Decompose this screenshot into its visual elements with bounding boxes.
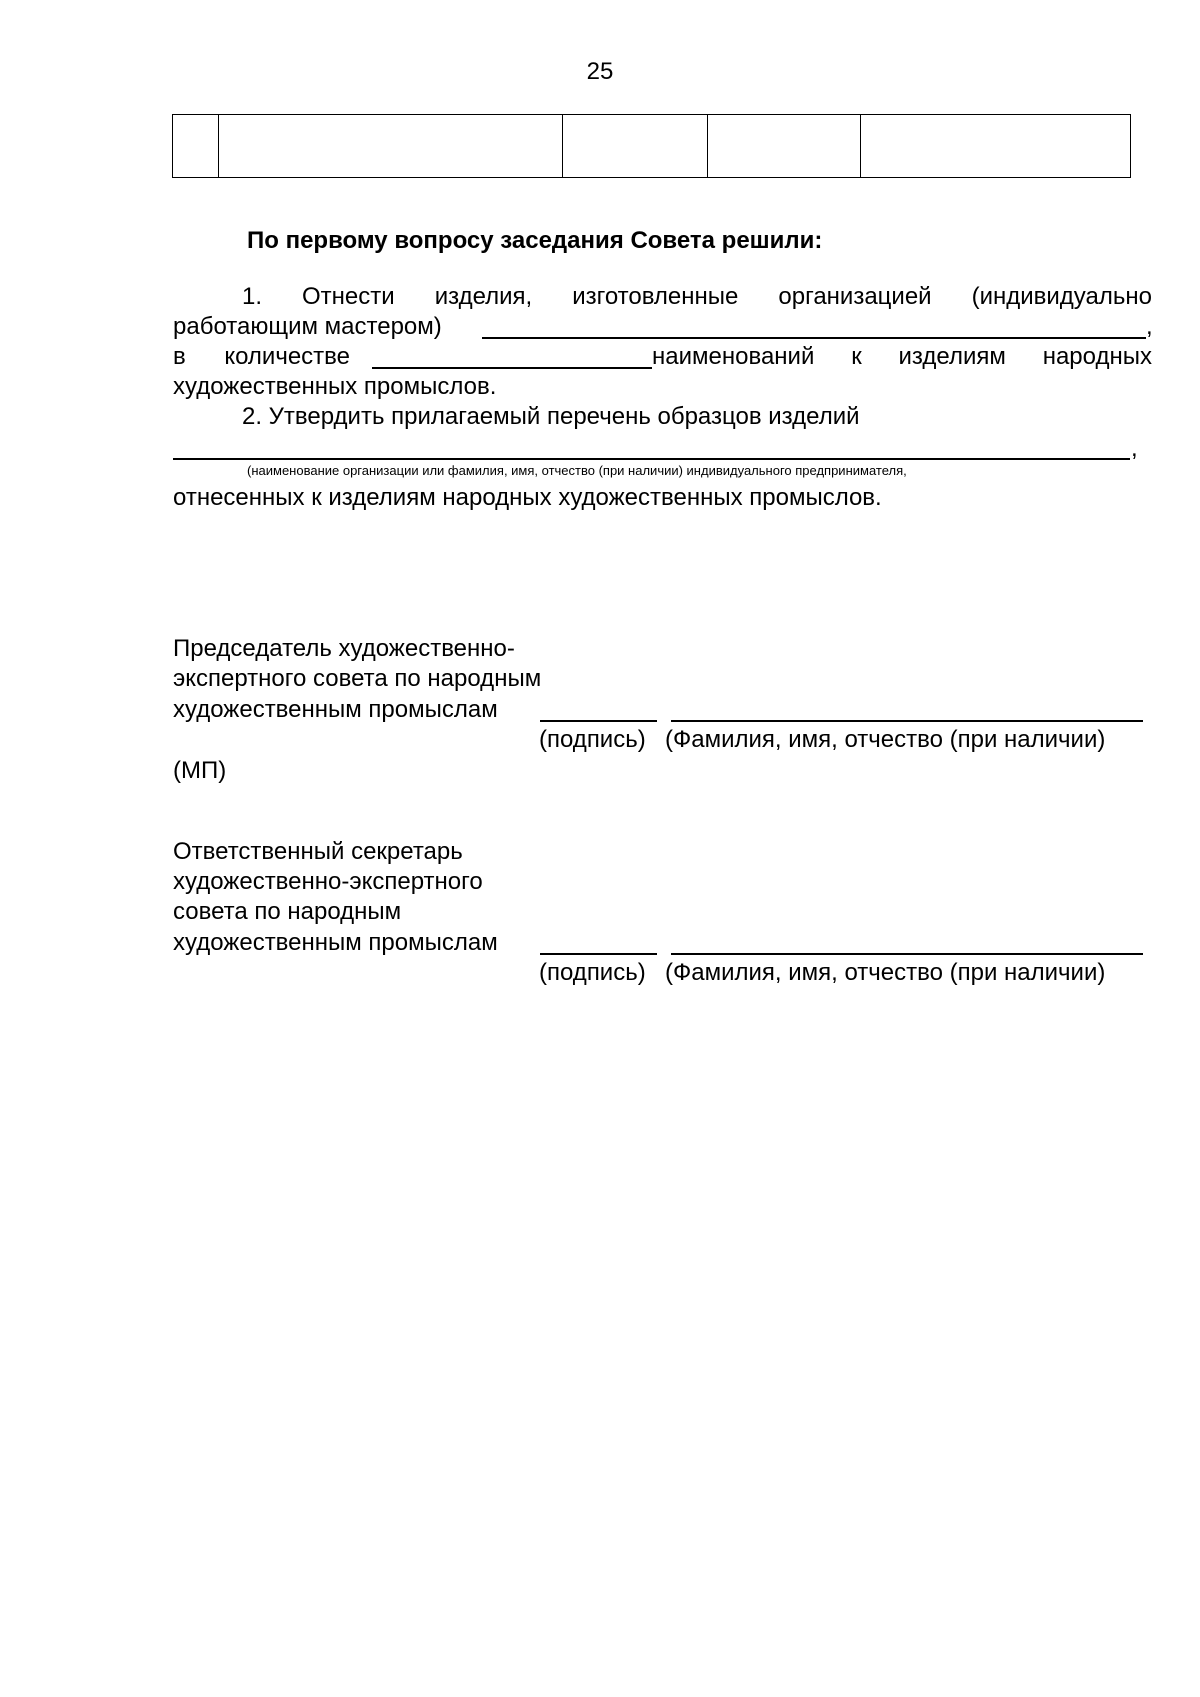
word: в	[173, 343, 186, 370]
secretary-name-line	[671, 953, 1143, 955]
word: изготовленные	[572, 283, 739, 310]
secretary-title-line4: художественным промыслам	[173, 929, 498, 956]
seal-placeholder: (МП)	[173, 757, 227, 784]
secretary-name-caption: (Фамилия, имя, отчество (при наличии)	[665, 959, 1106, 986]
table-column-divider	[707, 115, 708, 177]
chairman-signature-line	[540, 720, 657, 722]
secretary-title-line2: художественно-экспертного	[173, 868, 483, 895]
chairman-title-line2: экспертного совета по народным	[173, 665, 542, 692]
word: изделиям	[898, 343, 1006, 370]
item2-comma: ,	[1131, 435, 1138, 462]
secretary-title-line1: Ответственный секретарь	[173, 838, 463, 865]
table-column-divider	[860, 115, 861, 177]
item1-line3-right	[652, 342, 1152, 372]
word: наименований	[652, 343, 815, 370]
decision-heading: По первому вопросу заседания Совета решили:	[247, 227, 823, 254]
item1-line3-left	[173, 342, 350, 372]
chairman-title-line3: художественным промыслам	[173, 696, 498, 723]
word: Отнести	[302, 283, 395, 310]
word: народных	[1042, 343, 1152, 370]
word: изделия,	[434, 283, 533, 310]
item2-line3: отнесенных к изделиям народных художественных промыслов.	[173, 484, 882, 511]
table-row	[172, 114, 1131, 178]
item1-line2-comma: ,	[1146, 313, 1153, 340]
chairman-name-line	[671, 720, 1143, 722]
secretary-signature-caption: (подпись)	[539, 959, 646, 986]
page-number: 25	[586, 58, 614, 85]
item1-line1	[242, 282, 1152, 312]
secretary-title-line3: совета по народным	[173, 898, 402, 925]
quantity-blank-line	[372, 367, 652, 369]
organization-name-blank-line	[173, 458, 1130, 460]
word: (индивидуально	[971, 283, 1152, 310]
word: количестве	[224, 343, 350, 370]
word: организацией	[778, 283, 932, 310]
word: 1.	[242, 283, 263, 310]
word: к	[851, 343, 862, 370]
item1-line4: художественных промыслов.	[173, 373, 497, 400]
item1-line2-label: работающим мастером)	[173, 313, 442, 340]
secretary-signature-line	[540, 953, 657, 955]
chairman-signature-caption: (подпись)	[539, 726, 646, 753]
chairman-title-line1: Председатель художественно-	[173, 635, 515, 662]
organization-blank-line	[482, 337, 1146, 339]
table-column-divider	[218, 115, 219, 177]
item2-line1: 2. Утвердить прилагаемый перечень образцов изделий	[242, 403, 860, 430]
chairman-name-caption: (Фамилия, имя, отчество (при наличии)	[665, 726, 1106, 753]
item2-caption: (наименование организации или фамилия, имя, отчество (при наличии) индивидуального предпринимателя,	[247, 463, 907, 478]
table-column-divider	[562, 115, 563, 177]
